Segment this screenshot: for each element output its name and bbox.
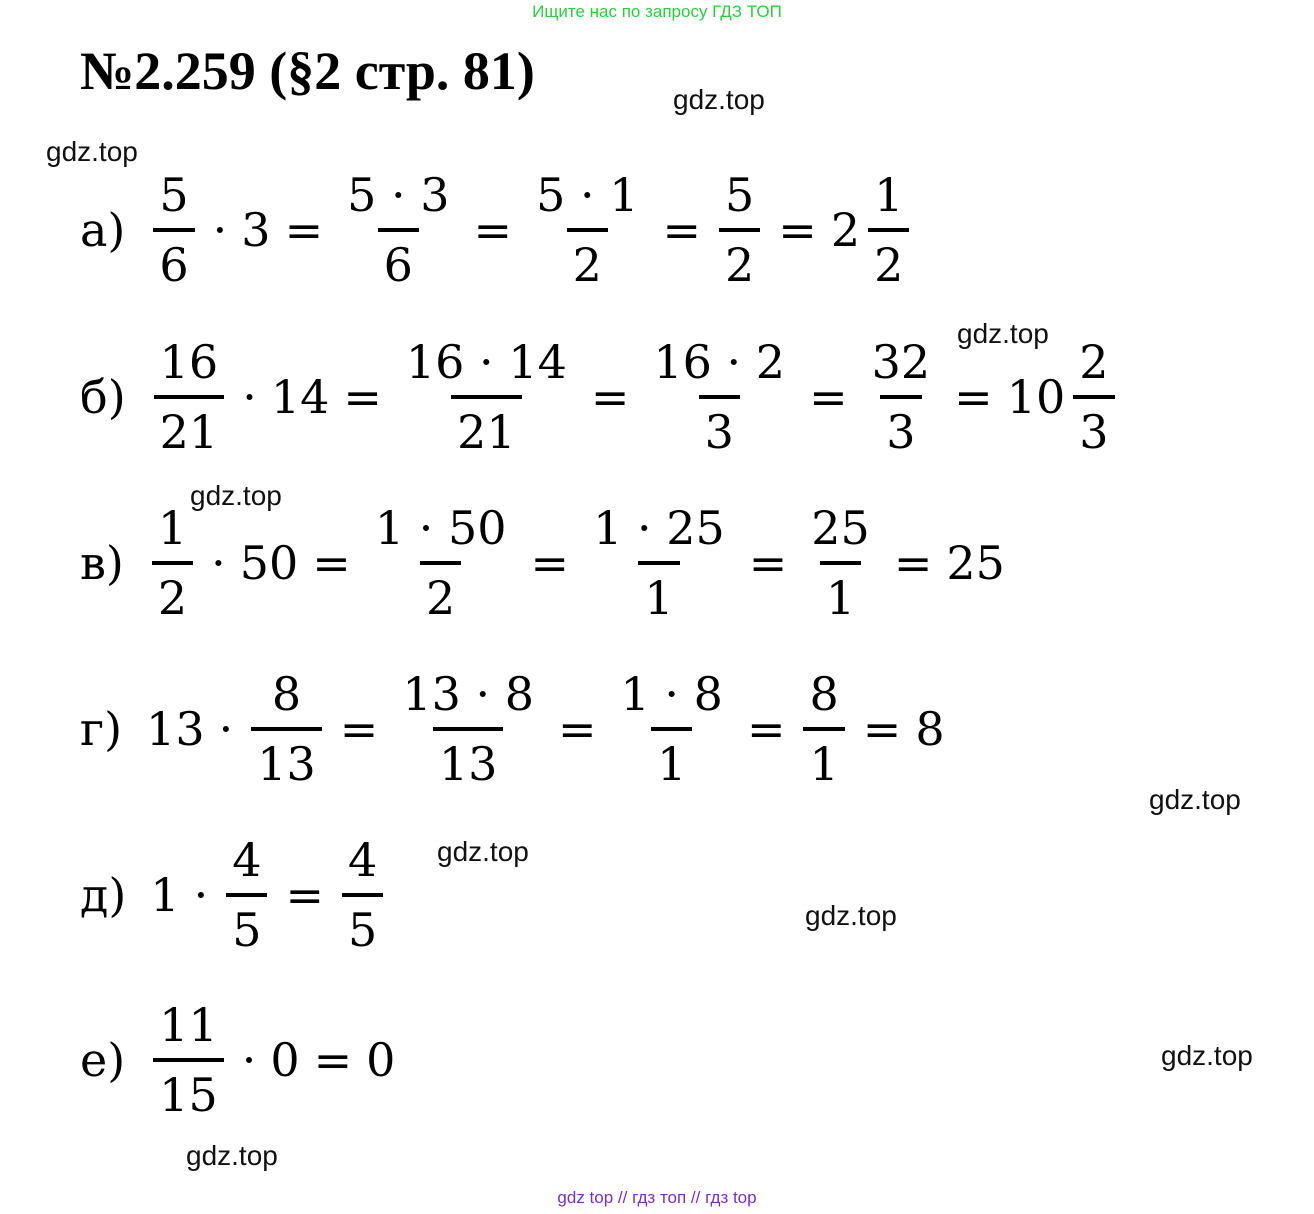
fraction: $\frac{8}{1}$ [803,671,844,787]
page-title: №2.259 (§2 стр. 81) [80,41,535,101]
watermark: gdz.top [1149,784,1241,815]
fraction: $\frac{2}{3}$ [1073,339,1114,455]
fraction: $\frac{1 \cdot 50}{2}$ [374,501,507,625]
fraction: $\frac{16 \cdot 2}{3}$ [653,335,786,459]
multiplier: 50 [239,536,299,590]
fraction: $\frac{1}{2}$ [868,172,909,288]
watermark: gdz.top [1161,1040,1253,1071]
result: 8 [915,702,945,756]
equation-b: б) $\frac{16}{21}$ · 14 = $\frac{16 \cdot 14}{21}$ = $\frac{16 \cdot 2}{3}$ = $\frac{32}{3}$ = 10 $\frac{2}{3}$ [80,327,1121,467]
fraction: $\frac{5}{6}$ [153,172,194,288]
fraction: $\frac{5 \cdot 1}{2}$ [536,168,639,292]
watermark: gdz.top [957,318,1049,349]
top-banner: Ищите нас по запросу ГДЗ ТОП [532,2,782,21]
multiplier: 3 [241,203,271,257]
result: 0 [366,1033,396,1087]
multiplier: 0 [270,1033,300,1087]
watermark: gdz.top [673,84,765,115]
mixed-whole: 2 [830,203,861,257]
item-label: а) [80,203,126,257]
fraction: $\frac{1}{2}$ [152,505,193,621]
fraction: $\frac{4}{5}$ [342,837,383,953]
lead-number: 1 [150,868,180,922]
fraction: $\frac{5 \cdot 3}{6}$ [347,168,450,292]
mixed-whole: 10 [1006,370,1066,424]
equation-e: е) $\frac{11}{15}$ · 0 = 0 [80,998,396,1122]
fraction: $\frac{1 \cdot 8}{1}$ [620,667,723,791]
equation-g: г) 13 · $\frac{8}{13}$ = $\frac{13 \cdot 8}{13}$ = $\frac{1 \cdot 8}{1}$ = $\frac{8}{1}$ = 8 [80,667,945,791]
fraction: $\frac{5}{2}$ [719,172,760,288]
equation-d: д) 1 · $\frac{4}{5}$ = $\frac{4}{5}$ [80,825,389,965]
item-label: б) [80,370,126,424]
multiplier: 14 [270,370,330,424]
fraction: $\frac{8}{13}$ [251,671,322,787]
item-label: д) [80,868,127,922]
fraction: $\frac{4}{5}$ [226,837,267,953]
fraction: $\frac{16 \cdot 14}{21}$ [405,335,567,459]
equation-v: в) $\frac{1}{2}$ · 50 = $\frac{1 \cdot 50}{2}$ = $\frac{1 \cdot 25}{1}$ = $\frac{25}{1}$ = 25 [80,501,1005,625]
item-label: в) [80,536,124,590]
fraction: $\frac{32}{3}$ [871,335,931,459]
fraction: $\frac{11}{15}$ [153,1002,224,1118]
fraction: $\frac{1 \cdot 25}{1}$ [593,501,725,625]
lead-number: 13 [146,702,205,756]
result: 25 [946,536,1005,590]
bottom-banner: gdz top // гдз топ // гдз top [557,1188,757,1207]
fraction: $\frac{16}{21}$ [154,339,225,455]
watermark: gdz.top [805,900,897,931]
watermark: gdz.top [186,1140,278,1171]
watermark: gdz.top [437,836,529,867]
watermark: gdz.top [190,480,282,511]
equation-a: а) $\frac{5}{6}$ · 3 = $\frac{5 \cdot 3}{6}$ = $\frac{5 \cdot 1}{2}$ = $\frac{5}{2}$ = 2 $\frac{1}{2}$ [80,160,915,300]
watermark: gdz.top [46,136,138,167]
fraction: $\frac{25}{1}$ [811,501,870,625]
fraction: $\frac{13 \cdot 8}{13}$ [402,667,534,791]
item-label: е) [80,1033,126,1087]
item-label: г) [80,702,123,756]
